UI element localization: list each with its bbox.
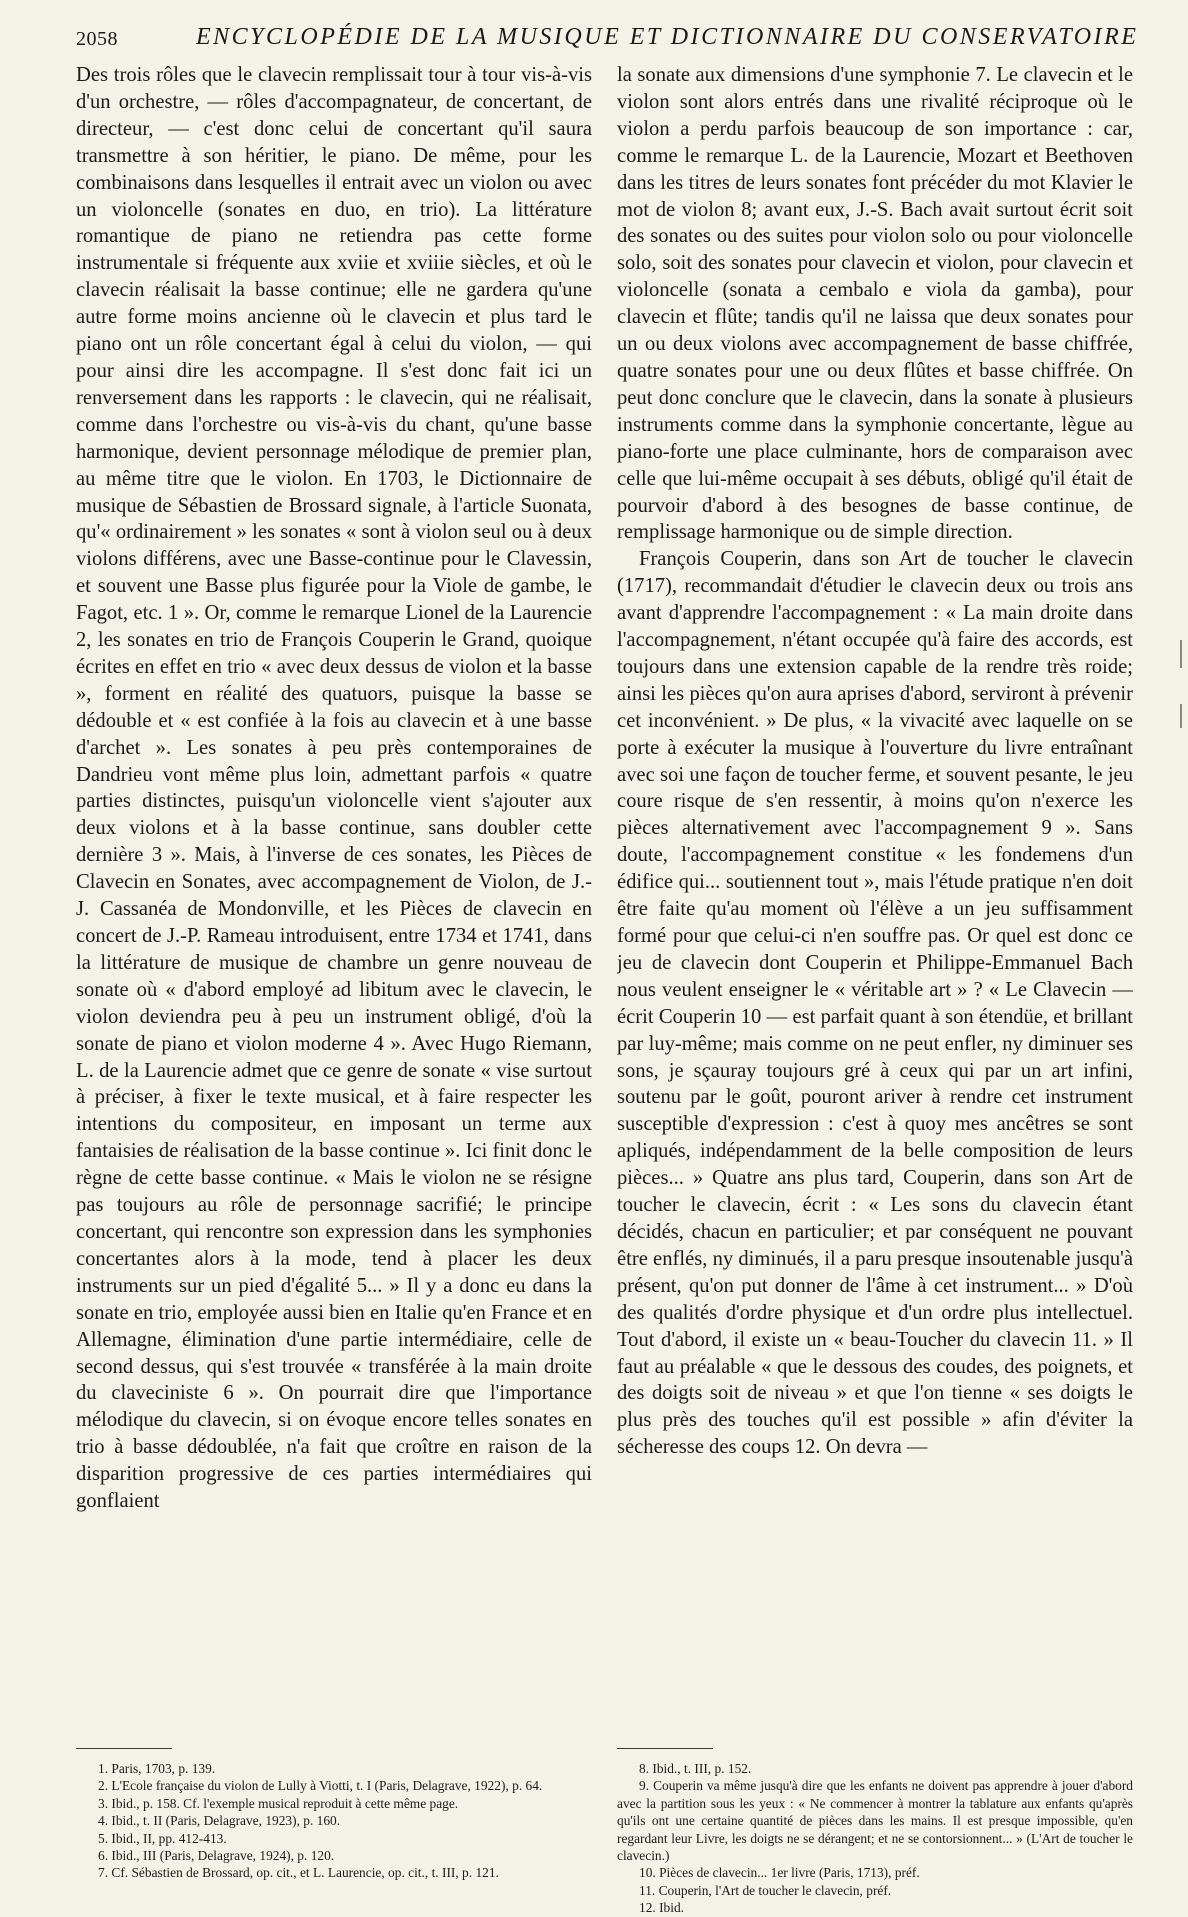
footnote: 10. Pièces de clavecin... 1er livre (Paris, 1713), préf. xyxy=(639,1865,920,1881)
right-paragraph-2: François Couperin, dans son Art de toucher le clavecin (1717), recommandait d'étudier le clavecin deux ou trois ans avant d'apprendre l'accompagnement : « La main droite dans l'accompagnement, n'étant occupée qu'à faire des accords, est toujours dans une extension capable de la rendre très roide; ainsi les pièces qu'on aura aprises d'abord, serviront à prévenir cet inconvénient. » De plus, « la vivacité avec laquelle on se porte à exécuter la musique à l'ouverture du livre entraînant avec soi une façon de toucher ferme, et souvent pesante, le jeu coure risque de s'en ressentir, à moins qu'on n'exerce les pièces alternativement avec l'accompagnement 9 ». Sans doute, l'accompagnement constitue « les fondemens d'un édifice qui... soutiennent tout », mais l'étude pratique n'en doit être faite qu'au moment où l'élève a un jeu suffisamment formé pour que celui-ci n'en souffre pas. Or quel est donc ce jeu de clavecin dont Couperin et Philippe-Emmanuel Bach nous veulent enseigner le « véritable art » ? « Le Clavecin — écrit Couperin 10 — est parfait quant à son étendüe, et brillant par luy-même; mais comme on ne peut enfler, ny diminuer ses sons, je sçauray toujours gré à ceux qui par un art infini, soutenu par le goût, pouront ariver à rendre cet instrument susceptible d'expression : c'est à quoy mes ancêtres se sont apliqués, indépendamment de la belle composition de leurs pièces... » Quatre ans plus tard, Couperin, dans son Art de toucher le clavecin, écrit : « Les sons du clavecin étant décidés, chacun en particulier; et par conséquent ne pouvant être enflés, ny diminués, il a paru presque insoutenable jusqu'à présent, qu'on put donner de l'âme à cet instrument... » D'où des qualités d'ordre physique et d'un ordre plus intellectuel. Tout d'abord, il existe un « beau-Toucher du clavecin 11. » Il faut au préalable « que le dessous des coudes, des poignets, et des doigts soit de niveau » et que l'on tienne « ses doigts le plus près des touches qu'il est possible » afin d'éviter la sécheresse des coups 12. On devra — xyxy=(617,548,1133,1459)
footnote: 7. Cf. Sébastien de Brossard, op. cit., et L. Laurencie, op. cit., t. III, p. 121. xyxy=(98,1865,499,1881)
footnote: 1. Paris, 1703, p. 139. xyxy=(98,1761,216,1776)
scan-edge-mark xyxy=(1180,640,1182,668)
footnote: 2. L'Ecole française du violon de Lully à Viotti, t. I (Paris, Delagrave, 1922), p. 64. xyxy=(98,1778,543,1794)
right-column xyxy=(617,62,1133,1702)
footnote: 4. Ibid., t. II (Paris, Delagrave, 1923), p. 160. xyxy=(98,1813,341,1829)
page-number: 2058 xyxy=(76,28,118,50)
footnote: 11. Couperin, l'Art de toucher le clavecin, préf. xyxy=(639,1882,892,1898)
right-paragraph-1: la sonate aux dimensions d'une symphonie 7. Le clavecin et le violon sont alors entrés dans une rivalité réciproque où le violon a perdu parfois beaucoup de son importance : car, comme le remarque L. de la Laurencie, Mozart et Beethoven dans les titres de leurs sonates font précéder du mot Klavier le mot de violon 8; avant eux, J.-S. Bach avait surtout écrit soit des sonates ou des suites pour violon solo ou pour violoncelle solo, soit des sonates pour clavecin et violon, pour clavecin et violoncelle (sonata a cembalo e viola da gamba), pour clavecin et flûte; tandis qu'il ne laissa que deux sonates pour un ou deux violons avec accompagnement de basse chiffrée, quatre sonates pour une ou deux flûtes et basse chiffrée. On peut donc conclure que le clavecin, dans la sonate à plusieurs instruments comme dans la symphonie concertante, lègue au piano-forte une place culminante, hors de comparaison avec celle que lui-même occupait à ses débuts, obligé qu'il était de pourvoir d'abord à des besognes de basse continue, de remplissage harmonique ou de simple direction. xyxy=(617,64,1133,544)
footnote: 3. Ibid., p. 158. Cf. l'exemple musical reproduit à cette même page. xyxy=(98,1795,459,1811)
left-column xyxy=(76,62,592,1702)
footnote: 6. Ibid., III (Paris, Delagrave, 1924), p. 120. xyxy=(98,1848,335,1864)
footnotes-left xyxy=(76,1748,592,1882)
footnote: 5. Ibid., II, pp. 412-413. xyxy=(98,1830,227,1846)
footnote: 9. Couperin va même jusqu'à dire que les enfants ne doivent pas apprendre à jouer d'abord avec la partition sous les yeux : « Ne commencer à montrer la tablature aux enfants qu'après qu'ils ont une certaine quantité de pièces dans les mains. Il est presque impossible, qu'en regardant leur Livre, les doigts ne se dérangent; et ne se contorsionnent... » (L'Art de toucher le clavecin.) xyxy=(617,1778,1133,1864)
footnote: 12. Ibid. xyxy=(639,1900,685,1916)
page-header xyxy=(76,22,1139,58)
footnote-rule xyxy=(76,1748,172,1749)
scan-edge-mark xyxy=(1180,704,1182,728)
footnote: 8. Ibid., t. III, p. 152. xyxy=(639,1761,752,1776)
running-title: ENCYCLOPÉDIE DE LA MUSIQUE ET DICTIONNAIRE DU CONSERVATOIRE xyxy=(196,24,1139,50)
left-paragraph-1: Des trois rôles que le clavecin remplissait tour à tour vis-à-vis d'un orchestre, — rôles d'accompagnateur, de concertant, de directeur, — c'est donc celui de concertant qu'il saura transmettre à son héritier, le piano. De même, pour les combinaisons dans lesquelles il entrait avec un violon ou avec un violoncelle (sonates en duo, en trio). La littérature romantique de piano ne retiendra pas cette forme instrumentale si fréquente aux xviie et xviiie siècles, et où le clavecin réalisait la basse continue; elle ne gardera qu'une autre forme moins ancienne où le clavecin et plus tard le piano ont un rôle concertant égal à celui du violon, — qui pour ainsi dire les accompagne. Il s'est donc fait ici un renversement dans les rapports : le clavecin, qui ne réalisait, comme dans l'orchestre ou vis-à-vis du chant, qu'une basse harmonique, devient personnage mélodique de premier plan, au même titre que le violon. En 1703, le Dictionnaire de musique de Sébastien de Brossard signale, à l'article Suonata, qu'« ordinairement » les sonates « sont à violon seul ou à deux violons différens, avec une Basse-continue pour le Clavessin, et souvent une Basse plus figurée pour la Viole de gambe, le Fagot, etc. 1 ». Or, comme le remarque Lionel de la Laurencie 2, les sonates en trio de François Couperin le Grand, quoique écrites en effet en trio « avec deux dessus de violon et la basse », forment en réalité des quatuors, puisque la basse se dédouble et « est confiée à la fois au clavecin et à une basse d'archet ». Les sonates à peu près contemporaines de Dandrieu vont même plus loin, admettant parfois « quatre parties distinctes, puisqu'un violoncelle vient s'ajouter aux deux violons et à la basse continue, sans doubler cette dernière 3 ». Mais, à l'inverse de ces sonates, les Pièces de Clavecin en Sonates, avec accompagnement de Violon, de J.-J. Cassanéa de Mondonville, et les Pièces de clavecin en concert de J.-P. Rameau introduisent, entre 1734 et 1741, dans la littérature de musique de chambre un genre nouveau de sonate où « d'abord employé ad libitum avec le clavecin, le violon deviendra peu à peu un instrument obligé, d'où la sonate de piano et violon moderne 4 ». Avec Hugo Riemann, L. de la Laurencie admet que ce genre de sonate « vise surtout à préciser, à fixer le texte musical, et à faire respecter les intentions du compositeur, en imposant un terme aux fantaisies de réalisation de la basse continue ». Ici finit donc le règne de cette basse continue. « Mais le violon ne se résigne pas toujours au rôle de personnage sacrifié; le principe concertant, qui rencontre son expression dans les symphonies concertantes alors à la mode, tend à placer les deux instruments sur un pied d'égalité 5... » Il y a donc eu dans la sonate en trio, employée aussi bien en Italie qu'en France et en Allemagne, élimination d'une partie intermédiaire, celle de second dessus, qui s'est trouvée « transférée à la main droite du claveciniste 6 ». On pourrait dire que l'importance mélodique du clavecin, si on évoque encore telles sonates en trio à basse dédoublée, n'a fait que croître en raison de la disparition progressive de ces parties intermédiaires qui gonflaient xyxy=(76,64,592,1513)
footnotes-right xyxy=(617,1748,1133,1917)
footnote-rule xyxy=(617,1748,713,1749)
